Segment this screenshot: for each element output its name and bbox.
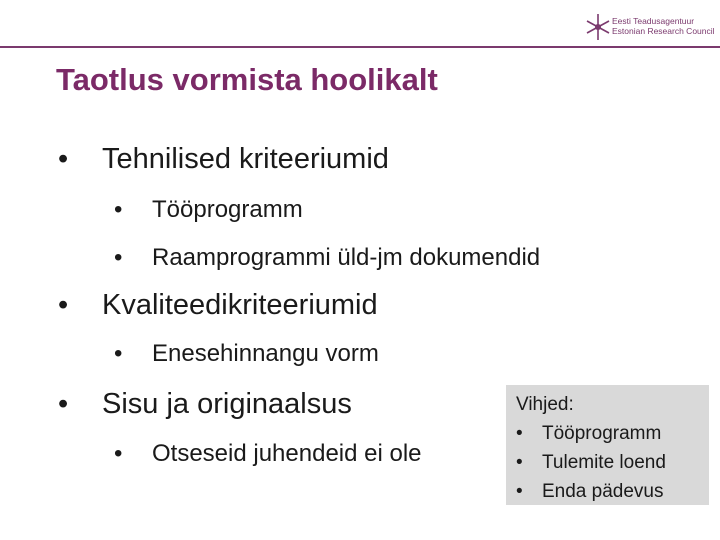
bullet-dot: • xyxy=(58,388,69,420)
logo-line-1: Eesti Teadusagentuur xyxy=(612,16,695,26)
hint-label: Enda pädevus xyxy=(542,481,664,502)
hint-item xyxy=(516,448,709,477)
bullet-label: Tehnilised kriteeriumid xyxy=(102,143,389,175)
bullet-dot: • xyxy=(114,244,123,271)
bullet-label: Sisu ja originaalsus xyxy=(102,388,352,420)
bullet-dot: • xyxy=(114,196,123,223)
bullet-dot: • xyxy=(114,440,123,467)
logo-line-2: Estonian Research Council xyxy=(612,26,715,36)
hint-label: Tulemite loend xyxy=(542,452,666,473)
hint-item xyxy=(516,477,709,506)
hints-box xyxy=(506,385,709,505)
bullet-dot: • xyxy=(516,452,523,473)
estonian-research-council-logo xyxy=(585,12,715,42)
slide-title: Taotlus vormista hoolikalt xyxy=(56,62,438,97)
bullet-dot: • xyxy=(58,289,69,321)
logo-wordmark xyxy=(612,16,715,36)
header-rule xyxy=(0,46,720,48)
bullet-dot: • xyxy=(516,423,523,444)
sub-bullet-label: Enesehinnangu vorm xyxy=(152,340,379,367)
bullet-dot: • xyxy=(114,340,123,367)
hint-label: Tööprogramm xyxy=(542,423,662,444)
sub-bullet-label: Raamprogrammi üld-jm dokumendid xyxy=(152,244,541,271)
hints-heading: Vihjed: xyxy=(516,394,574,415)
sub-bullet-label: Otseseid juhendeid ei ole xyxy=(152,440,422,467)
star-logo-icon xyxy=(585,12,611,42)
bullet-label: Kvaliteedikriteeriumid xyxy=(102,289,378,321)
bullet-dot: • xyxy=(58,143,69,175)
sub-bullet-label: Tööprogramm xyxy=(152,196,303,223)
hint-item xyxy=(516,419,709,448)
bullet-dot: • xyxy=(516,481,523,502)
